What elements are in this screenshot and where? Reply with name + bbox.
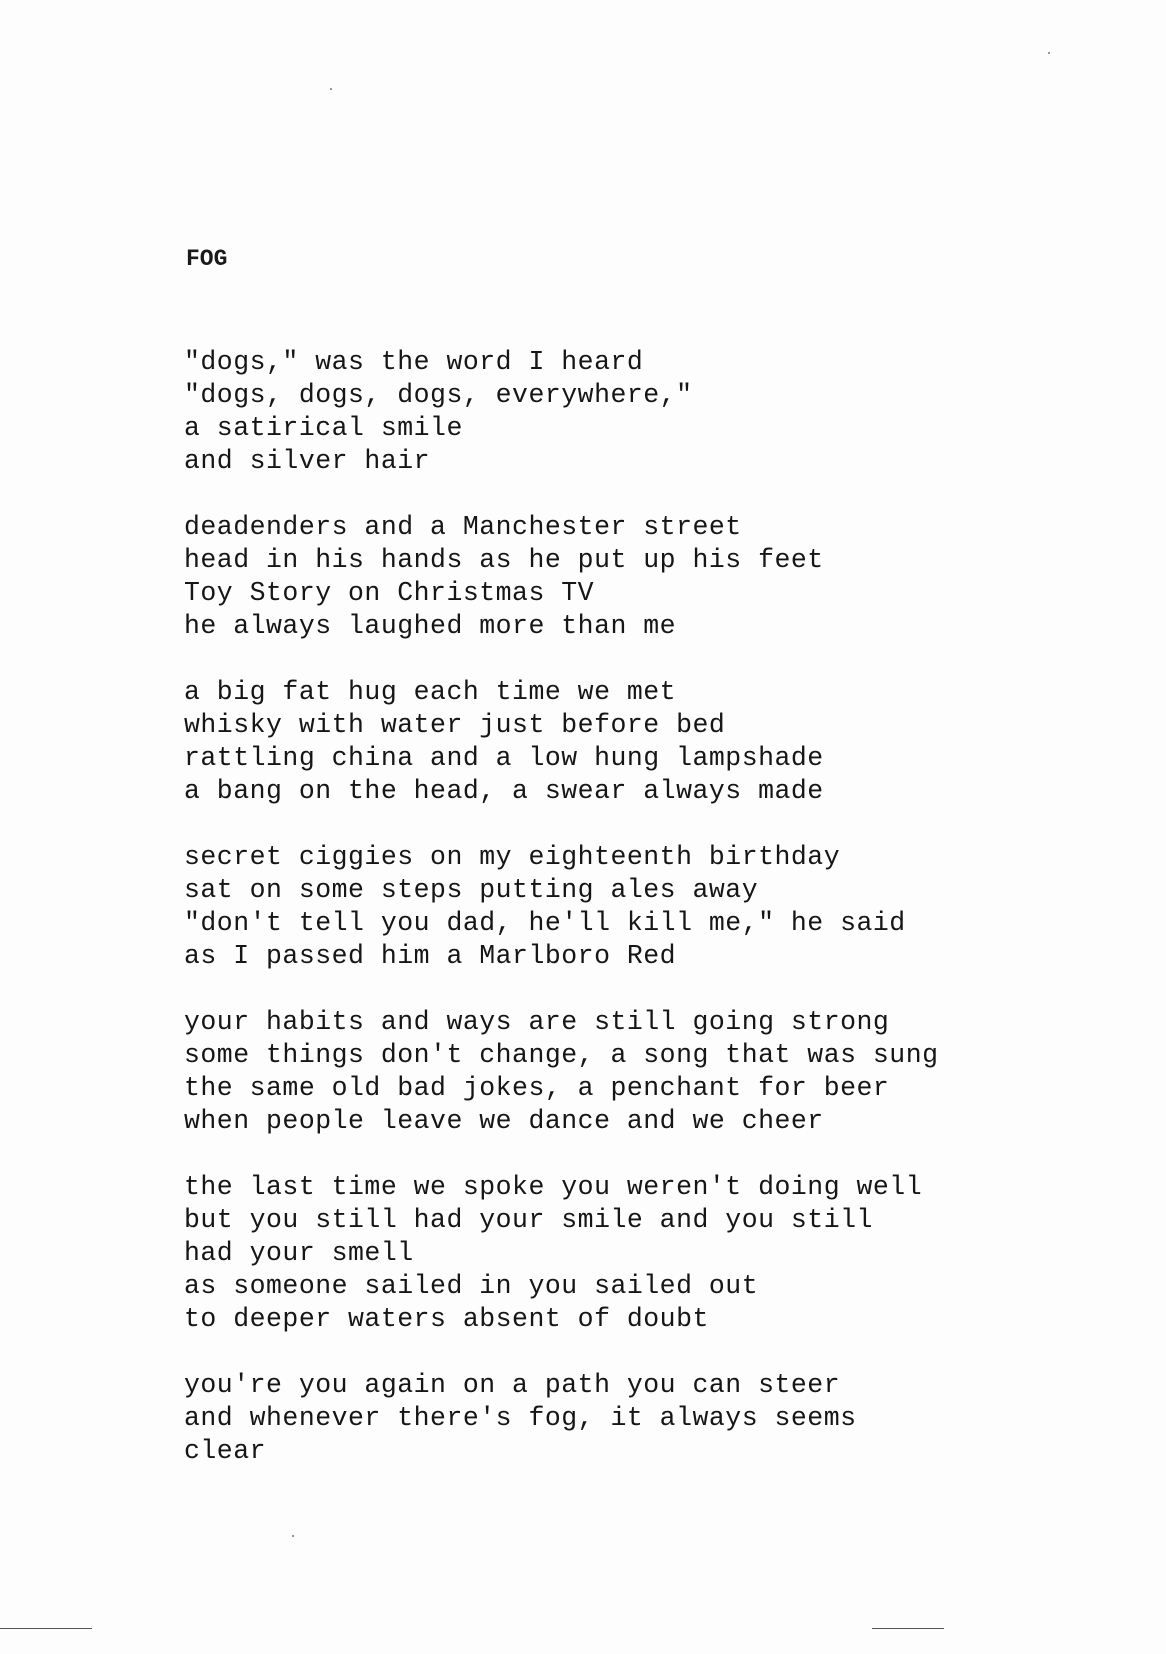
stanza-2 (184, 511, 939, 643)
poem-line: Toy Story on Christmas TV (184, 578, 595, 608)
poem-line: he always laughed more than me (184, 611, 677, 641)
poem-line: "don't tell you dad, he'll kill me," he said (184, 908, 906, 938)
poem-line: head in his hands as he put up his feet (184, 545, 824, 575)
stanza-7 (184, 1369, 939, 1468)
scan-edge-mark-left (0, 1628, 92, 1629)
poem-line: as someone sailed in you sailed out (184, 1271, 759, 1301)
paper-speck (330, 88, 332, 90)
stanza-4 (184, 841, 939, 973)
stanza-6 (184, 1171, 939, 1336)
poem-line: had your smell (184, 1238, 414, 1268)
poem-line: "dogs, dogs, dogs, everywhere," (184, 380, 693, 410)
poem-line: "dogs," was the word I heard (184, 347, 644, 377)
poem-line: but you still had your smile and you still (184, 1205, 873, 1235)
poem-line: a satirical smile (184, 413, 463, 443)
poem-line: some things don't change, a song that was sung (184, 1040, 939, 1070)
poem-line: you're you again on a path you can steer (184, 1370, 841, 1400)
poem-body (184, 346, 939, 1501)
poem-line: the same old bad jokes, a penchant for beer (184, 1073, 890, 1103)
poem-line: when people leave we dance and we cheer (184, 1106, 824, 1136)
poem-line: and silver hair (184, 446, 431, 476)
poem-line: deadenders and a Manchester street (184, 512, 742, 542)
stanza-5 (184, 1006, 939, 1138)
poem-line: a bang on the head, a swear always made (184, 776, 824, 806)
poem-line: whisky with water just before bed (184, 710, 726, 740)
stanza-3 (184, 676, 939, 808)
paper-speck (292, 1535, 294, 1537)
poem-line: and whenever there's fog, it always seems (184, 1403, 857, 1433)
stanza-1 (184, 346, 939, 478)
poem-line: as I passed him a Marlboro Red (184, 941, 677, 971)
poem-title: FOG (186, 246, 228, 272)
poem-line: sat on some steps putting ales away (184, 875, 759, 905)
poem-line: clear (184, 1436, 267, 1466)
poem-line: rattling china and a low hung lampshade (184, 743, 824, 773)
scan-edge-mark-right (872, 1628, 944, 1629)
poem-line: your habits and ways are still going strong (184, 1007, 890, 1037)
poem-line: a big fat hug each time we met (184, 677, 677, 707)
poem-line: the last time we spoke you weren't doing well (184, 1172, 923, 1202)
poem-line: secret ciggies on my eighteenth birthday (184, 842, 841, 872)
poem-line: to deeper waters absent of doubt (184, 1304, 709, 1334)
paper-speck (1048, 52, 1050, 54)
